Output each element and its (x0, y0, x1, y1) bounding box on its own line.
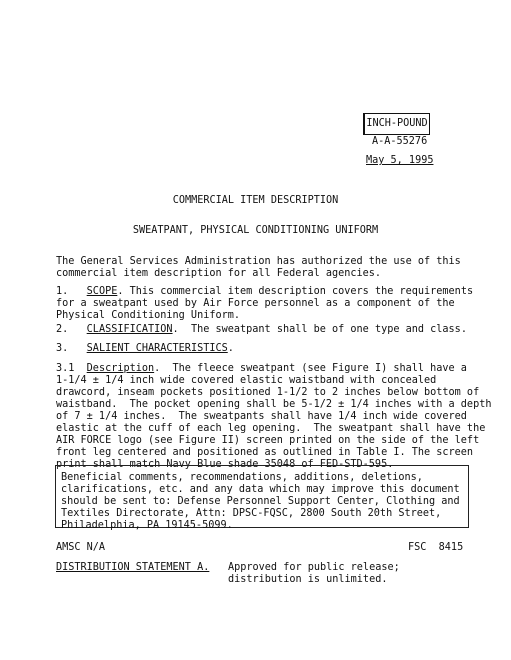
classification-paragraph (56, 324, 467, 336)
fsc-label: FSC 8415 (408, 542, 464, 553)
salient-number: 3. (56, 343, 87, 354)
document-type-title: COMMERCIAL ITEM DESCRIPTION (172, 195, 339, 206)
document-date: May 5, 1995 (366, 155, 434, 166)
scope-text: . This commercial item description covers the requirements for a sweatpant used by Air Force personnel as a component of the Physical Conditioning Uniform. (56, 286, 474, 321)
salient-heading: SALIENT CHARACTERISTICS (86, 343, 228, 354)
distribution-statement-text: Approved for public release; distribution is unlimited. (228, 562, 400, 585)
description-number: 3.1 (56, 363, 87, 374)
description-paragraph (56, 363, 492, 471)
salient-paragraph (56, 343, 456, 355)
scope-paragraph (56, 286, 474, 322)
distribution-statement-label: DISTRIBUTION STATEMENT A. (56, 562, 210, 573)
scope-heading: SCOPE (86, 286, 118, 297)
classification-heading: CLASSIFICATION (86, 324, 173, 335)
scope-number: 1. (56, 286, 87, 297)
intro-paragraph: The General Services Administration has authorized the use of this commercial item description for all Federal agencies. (56, 256, 461, 279)
salient-text: . (227, 343, 234, 354)
inch-pound-label: INCH-POUND (363, 113, 430, 135)
document-number: A-A-55276 (372, 136, 428, 147)
comments-box (55, 465, 469, 531)
amsc-label: AMSC N/A (56, 542, 106, 553)
comments-text: Beneficial comments, recommendations, additions, deletions, clarifications, etc. and any data which may improve this document should be sent to: Defense Personnel Support Center, Clothing and Textiles Directorate, Attn: DPSC-FQSC, 2800 South 20th Street, Philadelphia, PA 19145-5099. (61, 472, 460, 531)
classification-number: 2. (56, 324, 87, 335)
classification-text: . The sweatpant shall be of one type and class. (172, 324, 467, 335)
item-title: SWEATPANT, PHYSICAL CONDITIONING UNIFORM (132, 225, 379, 236)
description-text: . The fleece sweatpant (see Figure I) shall have a 1-1/4 ± 1/4 inch wide covered elastic waistband with concealed drawcord, inseam pockets positioned 1-1/2 to 2 inches below bottom of waistband. The pocket opening shall be 5-1/2 ± 1/4 inches with a depth of 7 ± 1/4 inches. The sweatpants shall have 1/4 inch wide covered elastic at the cuff of each leg opening. The sweatpant shall have the AIR FORCE logo (see Figure II) screen printed on the side of the left front leg centered and positioned as outlined in Table I. The screen print shall match Navy Blue shade 35048 of FED-STD-595. (56, 363, 492, 470)
description-heading: Description (86, 363, 155, 374)
